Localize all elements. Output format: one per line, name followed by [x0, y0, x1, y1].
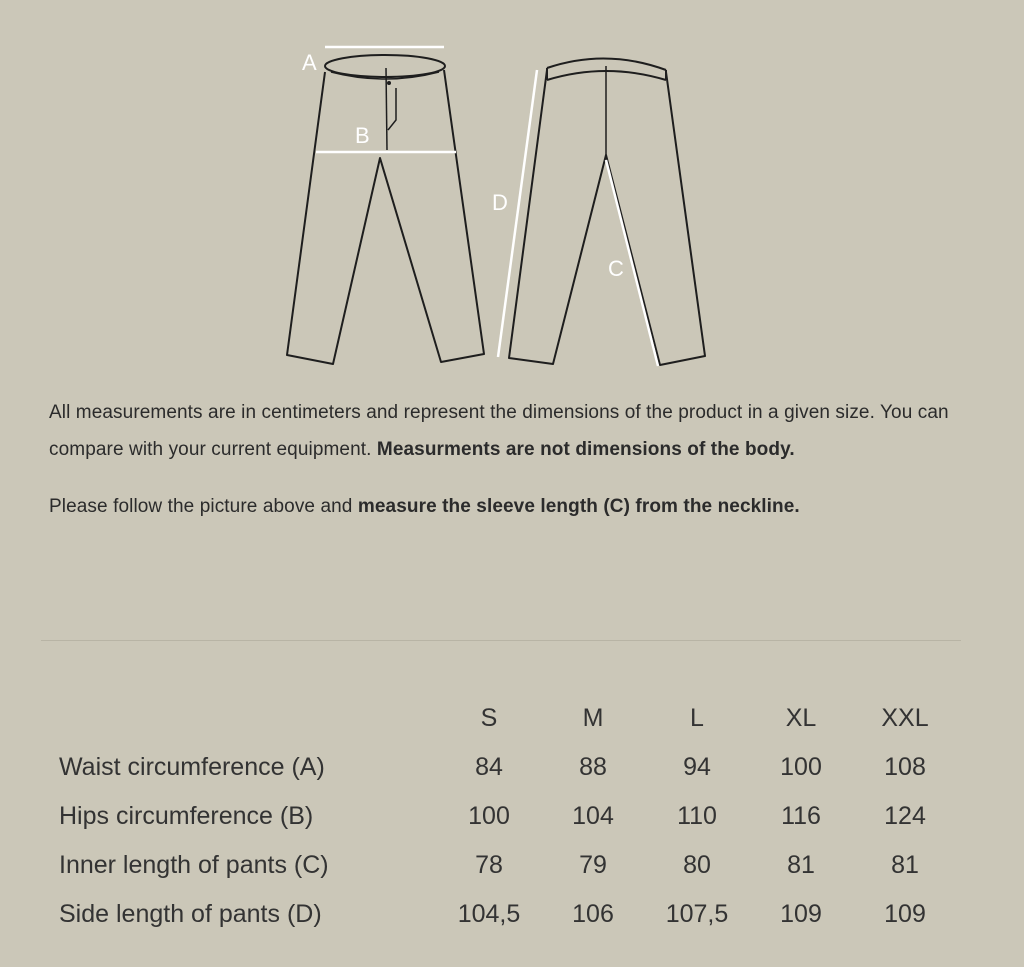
front-pants-legs	[287, 70, 484, 364]
table-cell: 107,5	[665, 900, 729, 928]
table-row	[48, 792, 957, 841]
table-cell: 81	[891, 851, 919, 879]
front-pants-outline	[287, 55, 484, 364]
table-row	[48, 743, 957, 792]
front-fly-stitch	[388, 88, 396, 130]
row-label: Hips circumference (B)	[59, 802, 314, 830]
table-cell: 79	[579, 851, 607, 879]
table-cell: 80	[683, 851, 711, 879]
table-cell: 84	[475, 753, 503, 781]
size-table-corner	[48, 694, 437, 743]
back-pants-outline	[509, 58, 705, 365]
table-cell: 116	[781, 802, 821, 830]
table-row	[48, 841, 957, 890]
pants-diagram-svg	[280, 40, 720, 380]
table-cell: 78	[475, 851, 503, 879]
size-column-header: S	[480, 704, 498, 732]
front-waistband	[325, 55, 445, 77]
section-divider	[41, 640, 961, 641]
table-cell: 124	[884, 802, 926, 830]
description-p2-bold: measure the sleeve length (C) from the neckline.	[357, 496, 800, 517]
label-a: A	[302, 50, 317, 75]
description-p2-text: Please follow the picture above and	[49, 496, 353, 517]
row-label: Side length of pants (D)	[59, 900, 322, 928]
row-label: Waist circumference (A)	[59, 753, 325, 781]
description-paragraph-1	[49, 394, 979, 468]
size-table-header-row	[48, 694, 957, 743]
description-p1-bold: Measurments are not dimensions of the body.	[376, 439, 795, 460]
pants-measurement-diagram	[280, 40, 720, 380]
description-p1-text: All measurements are in centimeters and represent the dimensions of the product in a given size. You can compare with your current equipment.	[49, 402, 949, 460]
table-row	[48, 890, 957, 939]
table-cell: 106	[572, 900, 614, 928]
table-cell: 108	[884, 753, 926, 781]
front-button	[387, 81, 391, 85]
table-cell: 109	[884, 900, 926, 928]
table-cell: 88	[579, 753, 607, 781]
label-b: B	[355, 123, 370, 148]
table-cell: 104	[572, 802, 614, 830]
table-cell: 100	[468, 802, 510, 830]
table-cell: 100	[780, 753, 822, 781]
label-c: C	[608, 256, 624, 281]
back-pants-legs	[509, 70, 705, 365]
table-cell: 81	[787, 851, 815, 879]
table-cell: 94	[683, 753, 711, 781]
row-label: Inner length of pants (C)	[59, 851, 329, 879]
size-column-header: XXL	[881, 704, 929, 732]
size-column-header: L	[690, 704, 704, 732]
table-cell: 110	[677, 802, 717, 830]
label-d: D	[492, 190, 508, 215]
table-cell: 109	[780, 900, 822, 928]
front-fly-line	[386, 68, 387, 150]
description-paragraph-2	[49, 488, 979, 525]
size-column-header: XL	[785, 704, 817, 732]
size-column-header: M	[582, 704, 604, 732]
table-cell: 104,5	[457, 900, 521, 928]
size-table	[48, 694, 957, 939]
measurement-description	[49, 394, 979, 525]
